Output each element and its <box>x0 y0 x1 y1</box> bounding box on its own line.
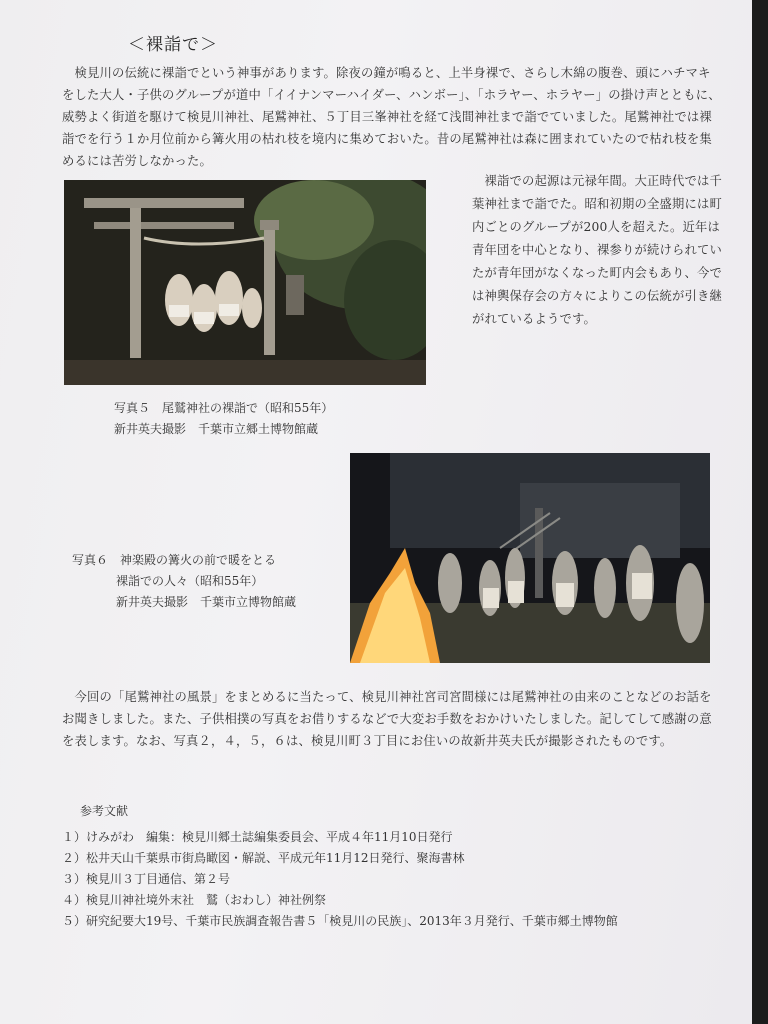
origin-paragraph: 裸詣での起源は元禄年間。大正時代では千葉神社まで詣でた。昭和初期の全盛期には町内ごとのグループが200人を超えた。近年は青年団を中心となり、裸参りが続けられていたが青年団がなくなった町内会もあり、今では神輿保存会の方々によりこの伝統が引き継がれているようです。 <box>472 174 722 326</box>
photo-5-caption-title: 写真５ 尾鷲神社の裸詣で（昭和55年） <box>114 401 334 415</box>
photo-5-caption <box>114 398 333 440</box>
photo-6-bonfire <box>350 453 710 663</box>
reference-item: ５）研究紀要大19号、千葉市民族調査報告書５「検見川の民族」、2013年３月発行、千葉市郷土博物館 <box>62 914 618 928</box>
closing-paragraph: 今回の「尾鷲神社の風景」をまとめるに当たって、検見川神社宮司宮間様には尾鷲神社の由来のことなどのお話をお聞きしました。また、子供相撲の写真をお借りするなどで大変お手数をおかけいたしました。記してして感謝の意を表します。なお、写真２，４，５，６は、検見川町３丁目にお住いの故新井英夫氏が撮影されたものです。 <box>62 690 712 748</box>
photo-6-caption-title: 写真６ 神楽殿の篝火の前で暖をとる <box>72 553 277 567</box>
section-title: ＜裸詣で＞ <box>128 35 218 55</box>
photo-6-caption-title-cont: 裸詣での人々（昭和55年） <box>116 574 264 588</box>
photo-6-caption <box>72 550 296 613</box>
intro-paragraph: 検見川の伝統に裸詣でという神事があります。除夜の鐘が鳴ると、上半身裸で、さらし木綿の腹巻、頭にハチマキをした大人・子供のグループが道中「イイナンマーハイダー、ハンボー」、「ホラヤー、ホラヤー」の掛け声とともに、威勢よく街道を駆けて検見川神社、尾鷲神社、５丁目三峯神社を経て浅間神社まで詣でていました。尾鷲神社では裸詣でを行う１か月位前から篝火用の枯れ枝を境内に集めておいた。昔の尾鷲神社は森に囲まれていたので枯れ枝を集めるには苦労しなかった。 <box>62 66 721 168</box>
references <box>62 802 742 932</box>
references-heading: 参考文献 <box>80 804 129 818</box>
reference-item: ４）検見川神社境外末社 鷲（おわし）神社例祭 <box>62 893 327 907</box>
reference-item: ２）松井天山千葉県市街鳥瞰図・解説、平成元年11月12日発行、聚海書林 <box>62 851 465 865</box>
photo-5-caption-credit: 新井英夫撮影 千葉市立郷土博物館蔵 <box>114 422 319 436</box>
background-edge <box>752 0 768 1024</box>
reference-item: １）けみがわ 編集：検見川郷土誌編集委員会、平成４年11月10日発行 <box>62 830 453 844</box>
reference-item: ３）検見川３丁目通信、第２号 <box>62 872 231 886</box>
photo-6-caption-credit: 新井英夫撮影 千葉市立博物館蔵 <box>116 595 297 609</box>
photo-5-naked-pilgrimage <box>64 180 426 385</box>
